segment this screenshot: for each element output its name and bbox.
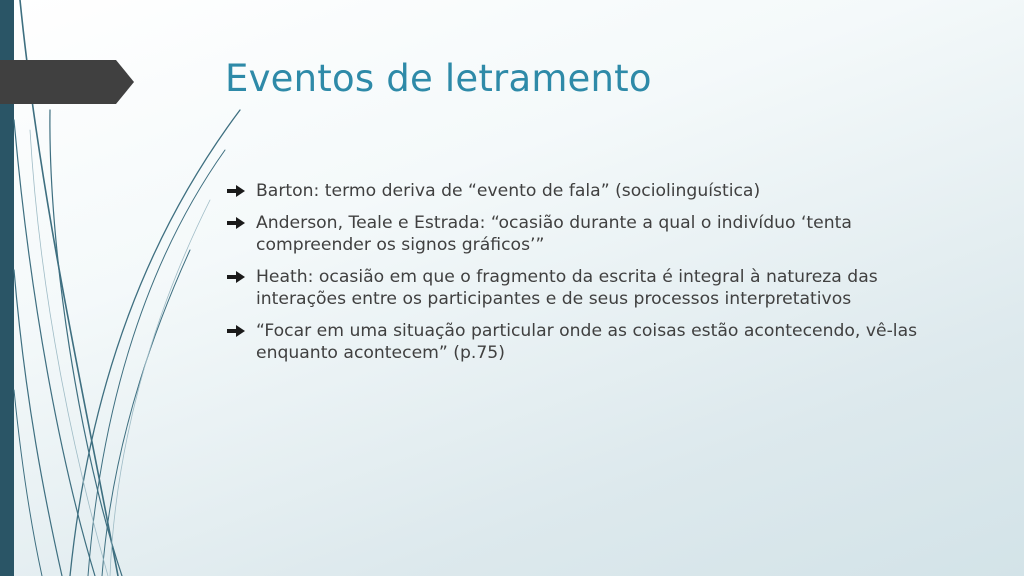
arrow-right-icon xyxy=(227,217,245,229)
arrow-right-icon xyxy=(227,325,245,337)
bullet-text: Barton: termo deriva de “evento de fala” (sociolinguística) xyxy=(256,181,761,201)
bullet-item xyxy=(225,266,955,310)
bullet-text: Anderson, Teale e Estrada: “ocasião durante a qual o indivíduo ‘tenta compreender os signos gráficos’” xyxy=(256,213,852,255)
bullet-item xyxy=(225,212,955,256)
arrow-right-icon xyxy=(227,185,245,197)
bullet-item xyxy=(225,180,955,202)
bullet-item xyxy=(225,320,955,364)
title-accent-tab xyxy=(0,60,134,104)
arrow-right-icon xyxy=(227,271,245,283)
slide-title: Eventos de letramento xyxy=(225,57,652,100)
bullet-list xyxy=(225,180,955,374)
bullet-text: Heath: ocasião em que o fragmento da escrita é integral à natureza das interações entre os participantes e de seus processos interpretativos xyxy=(256,267,878,309)
bullet-text: “Focar em uma situação particular onde as coisas estão acontecendo, vê-las enquanto acontecem” (p.75) xyxy=(256,321,918,363)
